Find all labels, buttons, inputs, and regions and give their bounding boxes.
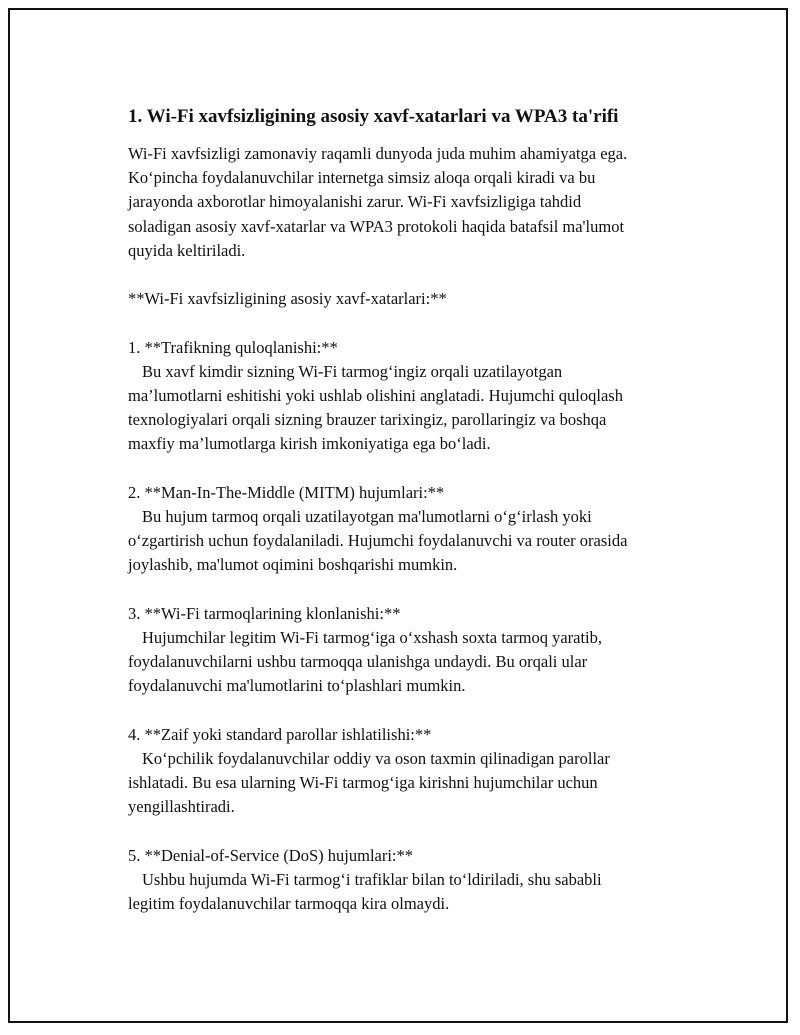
document-body <box>128 104 698 916</box>
intro-line: soladigan asosiy xavf-xatarlar va WPA3 protokoli haqida batafsil ma'lumot <box>128 216 625 236</box>
list-item-line: Hujumchilar legitim Wi-Fi tarmog‘iga o‘xshash soxta tarmoq yaratib, <box>142 628 603 647</box>
section-title <box>128 287 698 311</box>
list-item-line: ishlatadi. Bu esa ularning Wi-Fi tarmog‘iga kirishni hujumchilar uchun <box>128 773 598 793</box>
intro-line: Wi-Fi xavfsizligi zamonaviy raqamli dunyoda juda muhim ahamiyatga ega. <box>128 144 628 163</box>
list-item-line: Bu hujum tarmoq orqali uzatilayotgan ma'lumotlarni o‘g‘irlash yoki <box>142 507 592 526</box>
list-item <box>128 844 698 917</box>
list-item-line: yengillashtiradi. <box>128 797 235 817</box>
list-item-title: 4. **Zaif yoki standard parollar ishlatilishi:** <box>128 724 432 744</box>
intro-line: Ko‘pincha foydalanuvchilar internetga simsiz aloqa orqali kiradi va bu <box>128 168 596 188</box>
document-heading: 1. Wi-Fi xavfsizligining asosiy xavf-xatarlari va WPA3 ta'rifi <box>128 106 619 127</box>
list-item <box>128 336 698 457</box>
intro-line: jarayonda axborotlar himoyalanishi zarur. Wi-Fi xavfsizligiga tahdid <box>128 192 582 212</box>
list-item-title: 2. **Man-In-The-Middle (MITM) hujumlari:** <box>128 482 445 502</box>
list-item-line: Ushbu hujumda Wi-Fi tarmog‘i trafiklar bilan to‘ldiriladi, shu sababli <box>142 870 602 889</box>
page-frame <box>8 8 788 1023</box>
list-item <box>128 481 698 578</box>
intro-paragraph <box>128 142 698 263</box>
list-item <box>128 723 698 820</box>
list-item-line: ma’lumotlarni eshitishi yoki ushlab olishini anglatadi. Hujumchi quloqlash <box>128 386 623 405</box>
list-item-line: Ko‘pchilik foydalanuvchilar oddiy va oson taxmin qilinadigan parollar <box>142 749 610 768</box>
list-item-title: 3. **Wi-Fi tarmoqlarining klonlanishi:** <box>128 603 401 623</box>
list-item-line: legitim foydalanuvchilar tarmoqqa kira olmaydi. <box>128 894 450 914</box>
list-item-line: maxfiy ma’lumotlarga kirish imkoniyatiga ega bo‘ladi. <box>128 434 491 454</box>
list-item-line: o‘zgartirish uchun foydalaniladi. Hujumchi foydalanuvchi va router orasida <box>128 531 628 551</box>
list-item-line: texnologiyalari orqali sizning brauzer tarixingiz, parollaringiz va boshqa <box>128 410 607 430</box>
list-item-line: joylashib, ma'lumot oqimini boshqarishi mumkin. <box>128 555 458 575</box>
list-item-title: 5. **Denial-of-Service (DoS) hujumlari:** <box>128 845 414 865</box>
list-item <box>128 602 698 699</box>
list-item-line: Bu xavf kimdir sizning Wi-Fi tarmog‘ingiz orqali uzatilayotgan <box>142 361 563 381</box>
list-item-title: 1. **Trafikning quloqlanishi:** <box>128 337 338 357</box>
list-item-line: foydalanuvchi ma'lumotlarini to‘plashlari mumkin. <box>128 676 466 696</box>
intro-line: quyida keltiriladi. <box>128 240 246 260</box>
section-title-text: **Wi-Fi xavfsizligining asosiy xavf-xatarlari:** <box>128 289 447 309</box>
list-item-line: foydalanuvchilarni ushbu tarmoqqa ulanishga undaydi. Bu orqali ular <box>128 652 588 672</box>
